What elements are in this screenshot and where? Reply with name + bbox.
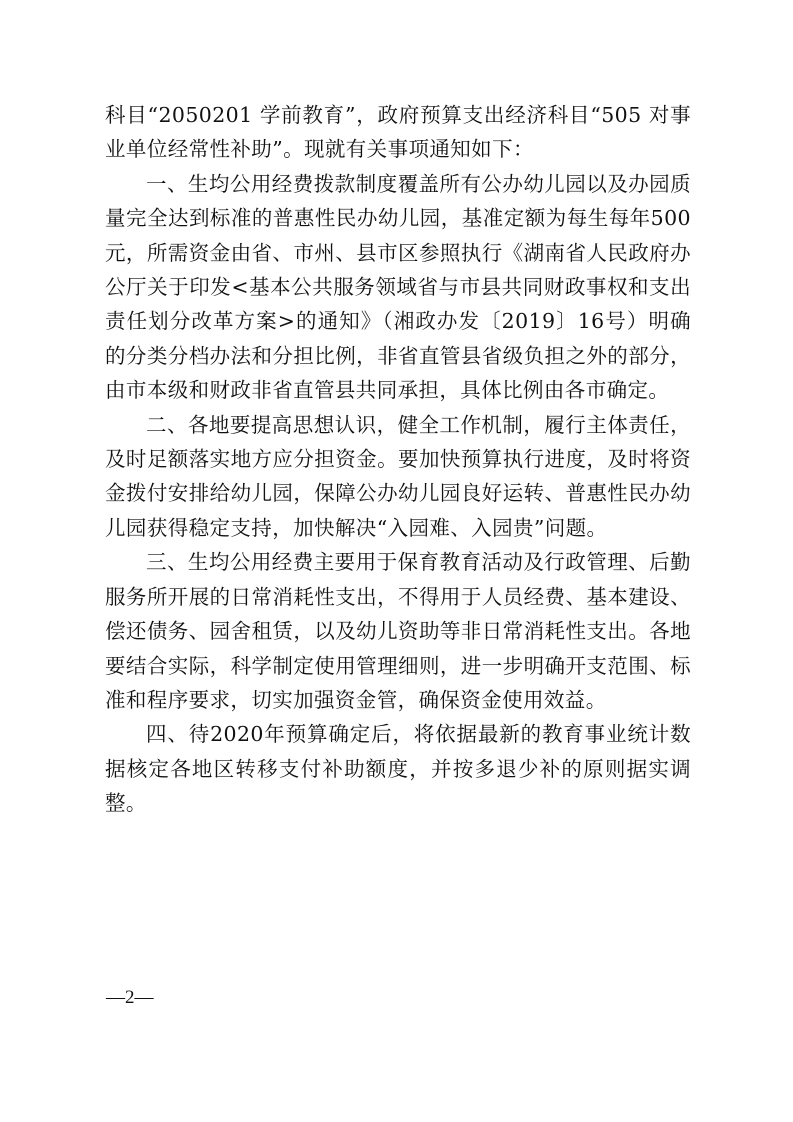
document-body: [105, 98, 691, 821]
paragraph-item-2: 二、各地要提高思想认识，健全工作机制，履行主体责任，及时足额落实地方应分担资金。要加快预算执行进度，及时将资金拨付安排给幼儿园，保障公办幼儿园良好运转、普惠性民办幼儿园获得稳定支持，加快解决“入园难、入园贵”问题。: [105, 412, 691, 540]
paragraph-item-3: 三、生均公用经费主要用于保育教育活动及行政管理、后勤服务所开展的日常消耗性支出，不得用于人员经费、基本建设、偿还债务、园舍租赁，以及幼儿资助等非日常消耗性支出。各地要结合实际，科学制定使用管理细则，进一步明确开支范围、标准和程序要求，切实加强资金管，确保资金使用效益。: [105, 550, 691, 712]
page-number: —2—: [106, 987, 154, 1008]
paragraph-item-1: 一、生均公用经费拨款制度覆盖所有公办幼儿园以及办园质量完全达到标准的普惠性民办幼儿园，基准定额为每生每年500元，所需资金由省、市州、县市区参照执行《湖南省人民政府办公厅关于印发<基本公共服务领域省与市县共同财政事权和支出责任划分改革方案>的通知》（湘政办发〔2019〕16号）明确的分类分档办法和分担比例，非省直管县省级负担之外的部分，由市本级和财政非省直管县共同承担，具体比例由各市确定。: [105, 171, 691, 403]
paragraph-continuation: 科目“2050201 学前教育”，政府预算支出经济科目“505 对事业单位经常性补助”。现就有关事项通知如下：: [105, 103, 691, 162]
paragraph-item-4: 四、待2020年预算确定后，将依据最新的教育事业统计数据核定各地区转移支付补助额度，并按多退少补的原则据实调整。: [105, 722, 691, 816]
